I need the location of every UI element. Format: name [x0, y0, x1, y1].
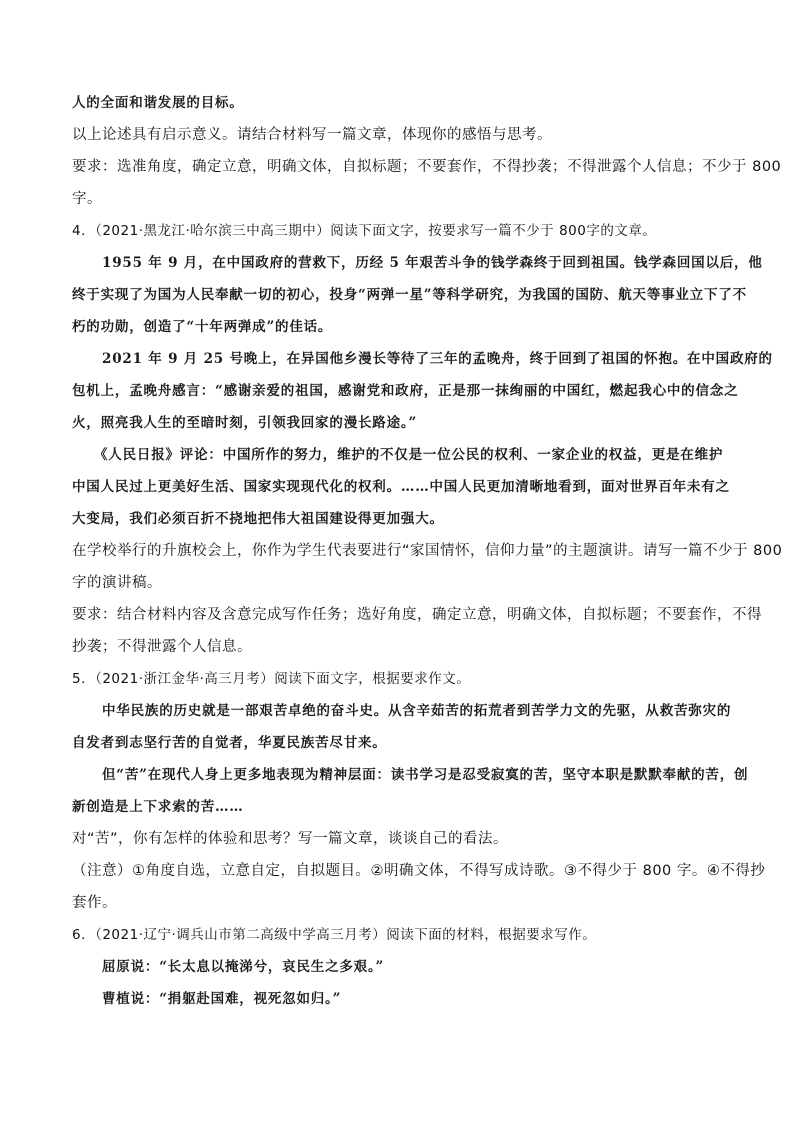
text-line: 套作。 [72, 895, 117, 911]
text-line: 要求：结合材料内容及含意完成写作任务；选好角度，确定立意，明确文体，自拟标题；不要套作，不得 [72, 607, 762, 623]
text-line: 2021 年 9 月 25 号晚上，在异国他乡漫长等待了三年的孟晚舟，终于回到了祖国的怀抱。在中国政府的 [102, 351, 773, 367]
text-line: 火，照亮我人生的至暗时刻，引领我回家的漫长路途。” [72, 415, 418, 431]
text-line: 在学校举行的升旗校会上，你作为学生代表要进行“家国情怀，信仰力量”的主题演讲。请写一篇不少于 800 [72, 543, 783, 559]
text-line: 4．（2021·黑龙江·哈尔滨三中高三期中）阅读下面文字，按要求写一篇不少于 800字的文章。 [72, 223, 657, 239]
text-line: 大变局，我们必须百折不挠地把伟大祖国建设得更加强大。 [72, 511, 444, 527]
text-line: （注意）①角度自选，立意自定，自拟题目。②明确文体，不得写成诗歌。③不得少于 800 字。④不得抄 [72, 863, 766, 879]
text-line: 中国人民过上更美好生活、国家实现现代化的权利。……中国人民更加清晰地看到，面对世界百年未有之 [72, 479, 730, 495]
text-line: 对“苦”，你有怎样的体验和思考？写一篇文章，谈谈自己的看法。 [72, 831, 509, 847]
text-line: 终于实现了为国为人民奉献一切的初心，投身“两弹一星”等科学研究，为我国的国防、航天等事业立下了不 [72, 287, 747, 303]
text-line: 曹植说：“捐躯赴国难，视死忽如归。” [102, 991, 342, 1007]
text-line: 朽的功勋，创造了“十年两弹成”的佳话。 [72, 319, 333, 335]
text-line: 6．（2021·辽宁·调兵山市第二高级中学高三月考）阅读下面的材料，根据要求写作。 [72, 927, 597, 943]
text-line: 要求：选准角度，确定立意，明确文体，自拟标题；不要套作，不得抄袭；不得泄露个人信息；不少于 800 [72, 159, 782, 175]
text-line: 人的全面和谐发展的目标。 [72, 95, 244, 111]
text-line: 包机上，孟晚舟感言：“感谢亲爱的祖国，感谢党和政府，正是那一抹绚丽的中国红，燃起我心中的信念之 [72, 383, 739, 399]
text-line: 《人民日报》评论：中国所作的努力，维护的不仅是一位公民的权利、一家企业的权益，更是在维护 [94, 447, 724, 463]
text-line: 字。 [72, 191, 102, 207]
text-line: 1955 年 9 月，在中国政府的营救下，历经 5 年艰苦斗争的钱学森终于回到祖国。钱学森回国以后，他 [102, 255, 763, 271]
text-line: 以上论述具有启示意义。请结合材料写一篇文章，体现你的感悟与思考。 [72, 127, 552, 143]
text-line: 字的演讲稿。 [72, 575, 162, 591]
text-line: 屈原说：“长太息以掩涕兮，哀民生之多艰。” [102, 959, 385, 975]
text-line: 但“苦”在现代人身上更多地表现为精神层面：读书学习是忍受寂寞的苦，坚守本职是默默奉献的苦，创 [102, 767, 749, 783]
text-line: 中华民族的历史就是一部艰苦卓绝的奋斗史。从含辛茹苦的拓荒者到苦学力文的先驱，从救苦弥灾的 [102, 703, 732, 719]
text-line: 5．（2021·浙江金华·高三月考）阅读下面文字，根据要求作文。 [72, 671, 471, 687]
text-line: 自发者到志坚行苦的自觉者，华夏民族苦尽甘来。 [72, 735, 387, 751]
text-line: 新创造是上下求索的苦…… [72, 799, 244, 815]
text-line: 抄袭；不得泄露个人信息。 [72, 639, 252, 655]
